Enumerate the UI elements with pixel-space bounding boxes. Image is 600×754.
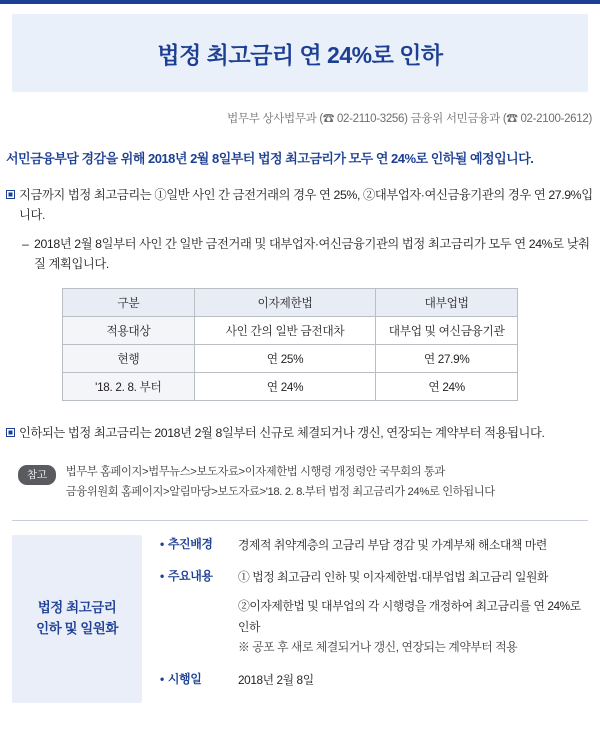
table-row <box>63 373 518 401</box>
summary-value <box>238 670 588 691</box>
table-cell: 연 27.9% <box>376 345 518 373</box>
reference-note <box>18 463 594 501</box>
table-cell: 적용대상 <box>63 317 195 345</box>
table-cell: '18. 2. 8. 부터 <box>63 373 195 401</box>
table-cell: 연 24% <box>376 373 518 401</box>
summary-title <box>12 535 142 703</box>
title-banner <box>12 14 588 92</box>
table-header-cell: 구분 <box>63 289 195 317</box>
table-cell: 대부업 및 여신금융기관 <box>376 317 518 345</box>
table-header-cell: 이자제한법 <box>194 289 376 317</box>
summary-value-sub: ②이자제한법 및 대부업의 각 시행령을 개정하여 최고금리를 연 24%로 인하 <box>238 599 581 634</box>
bullet-item <box>6 185 594 226</box>
sub-bullet-item <box>22 234 594 275</box>
table-row <box>63 317 518 345</box>
summary-key <box>160 567 238 584</box>
summary-value-main: ① 법정 최고금리 인하 및 이자제한법·대부업법 최고금리 일원화 <box>238 570 548 585</box>
table-cell: 연 25% <box>194 345 376 373</box>
summary-row <box>160 567 588 658</box>
bullet-section-2 <box>6 423 594 443</box>
summary-row <box>160 535 588 556</box>
summary-key <box>160 535 238 552</box>
bullet-item <box>6 423 594 443</box>
summary-row <box>160 670 588 691</box>
summary-key <box>160 670 238 687</box>
summary-section <box>12 520 588 703</box>
summary-key-label: 주요내용 <box>167 569 213 584</box>
summary-key-label: 추진배경 <box>167 536 213 551</box>
table-cell: 사인 간의 일반 금전대차 <box>194 317 376 345</box>
top-accent-rule <box>0 0 600 4</box>
bullet-text: 지금까지 법정 최고금리는 ①일반 사인 간 금전거래의 경우 연 25%, ②대부업자·여신금융기관의 경우 연 27.9%입니다. <box>19 188 593 223</box>
contact-line: 법무부 상사법무과 (☎ 02-2110-3256) 금융위 서민금융과 (☎ 02-2100-2612) <box>227 113 592 125</box>
dot-bullet-icon: • <box>160 569 164 584</box>
square-bullet-icon <box>6 185 19 199</box>
bullet-section-1 <box>6 185 594 274</box>
table-header-row <box>63 289 518 317</box>
dot-bullet-icon: • <box>160 672 164 687</box>
reference-line: 금융위원회 홈페이지>알림마당>보도자료>'18. 2. 8.부터 법정 최고금리가 24%로 인하됩니다 <box>65 485 495 498</box>
summary-value-note: ※ 공포 후 새로 체결되거나 갱신, 연장되는 계약부터 적용 <box>238 640 518 655</box>
table-row <box>63 345 518 373</box>
summary-title-line1: 법정 최고금리 <box>37 600 117 616</box>
lead-paragraph: 서민금융부담 경감을 위해 2018년 2월 8일부터 법정 최고금리가 모두 연 24%로 인하될 예정입니다. <box>6 151 534 166</box>
summary-value <box>238 535 588 556</box>
square-bullet-icon <box>6 423 19 437</box>
reference-line: 법무부 홈페이지>법무뉴스>보도자료>이자제한법 시행령 개정령안 국무회의 통과 <box>65 466 445 479</box>
table-cell: 현행 <box>63 345 195 373</box>
sub-bullet-text: 2018년 2월 8일부터 사인 간 일반 금전거래 및 대부업자·여신금융기관의 법정 최고금리가 모두 연 24%로 낮춰질 계획입니다. <box>34 236 590 271</box>
page-title: 법정 최고금리 연 24%로 인하 <box>157 41 443 68</box>
summary-body <box>142 535 588 703</box>
dot-bullet-icon: • <box>160 536 164 551</box>
table-header-cell: 대부업법 <box>376 289 518 317</box>
summary-value <box>238 567 588 658</box>
table-cell: 연 24% <box>194 373 376 401</box>
summary-value-main: 경제적 취약계층의 고금리 부담 경감 및 가계부채 해소대책 마련 <box>238 537 547 552</box>
dash-bullet-icon: – <box>22 236 29 251</box>
bullet-text: 인하되는 법정 최고금리는 2018년 2월 8일부터 신규로 체결되거나 갱신, 연장되는 계약부터 적용됩니다. <box>19 426 545 441</box>
comparison-table <box>62 288 518 401</box>
summary-key-label: 시행일 <box>167 672 202 687</box>
reference-badge: 참고 <box>18 465 56 485</box>
summary-value-main: 2018년 2월 8일 <box>238 673 314 688</box>
summary-title-line2: 인하 및 일원화 <box>36 620 118 636</box>
reference-lines <box>66 463 495 501</box>
